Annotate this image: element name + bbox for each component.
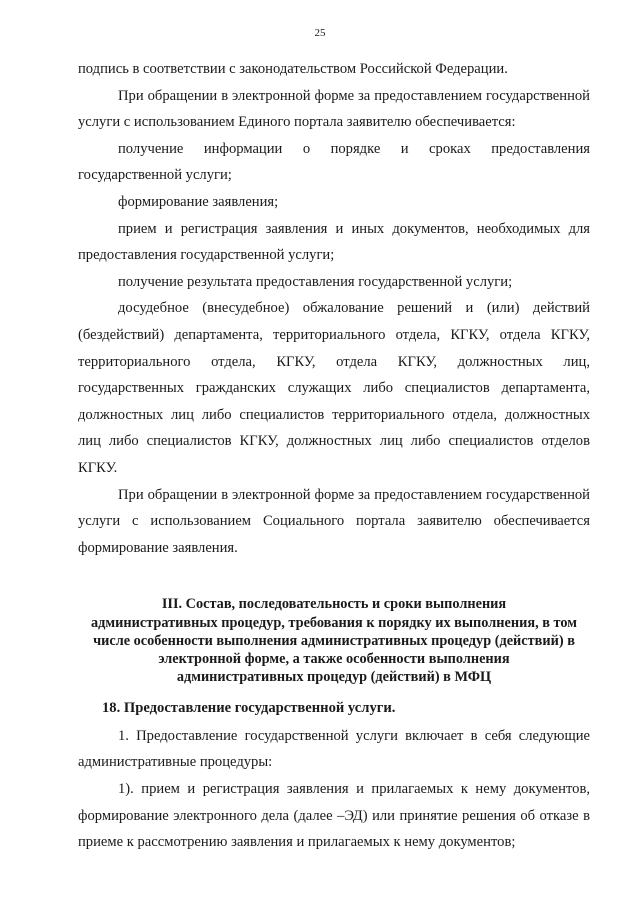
section-heading-line: III. Состав, последовательность и сроки выполнения: [161, 596, 507, 613]
paragraph-result: получение результата предоставления государственной услуги;: [118, 273, 513, 290]
paragraph-procedures: 1. Предоставление государственной услуги включает в себя следующие административные процедуры:: [78, 727, 590, 771]
page-number: 25: [314, 27, 326, 39]
paragraph-info: получение информации о порядке и сроках предоставления государственной услуги;: [78, 140, 590, 184]
paragraph-procedure-1: 1). прием и регистрация заявления и прилагаемых к нему документов, формирование электронного дела (далее –ЭД) или принятие решения об отказе в приеме к рассмотрению заявления и прилагаемых к нему документов;: [78, 780, 590, 851]
paragraph-appeal: досудебное (внесудебное) обжалование решений и (или) действий (бездействий) департамента, территориального отдела, КГКУ, отдела КГКУ, территориального отдела, КГКУ, отдела КГКУ, должностных лиц, государственных гражданских служащих либо специалистов департамента, должностных лиц либо специалистов территориального отдела, должностных лиц либо специалистов КГКУ, должностных лиц либо специалистов отделов КГКУ.: [78, 300, 590, 476]
section-heading-line: числе особенности выполнения административных процедур (действий) в: [93, 632, 575, 649]
section-heading-line: электронной форме, а также особенности выполнения: [158, 651, 510, 668]
section-heading-line: административных процедур (действий) в МФЦ: [176, 669, 492, 686]
section-heading: [78, 595, 590, 686]
subsection-heading: 18. Предоставление государственной услуги.: [102, 699, 396, 716]
section-heading-line: административных процедур, требования к порядку их выполнения, в том: [91, 614, 577, 631]
paragraph-form-application: формирование заявления;: [118, 193, 279, 210]
paragraph-signature: подпись в соответствии с законодательством Российской Федерации.: [78, 61, 508, 77]
document-body: [78, 56, 590, 856]
paragraph-social-portal: При обращении в электронной форме за предоставлением государственной услуги с использованием Социального портала заявителю обеспечивается формирование заявления.: [78, 486, 590, 556]
paragraph-unified-portal: При обращении в электронной форме за предоставлением государственной услуги с использованием Единого портала заявителю обеспечивается:: [78, 87, 590, 131]
paragraph-reception: прием и регистрация заявления и иных документов, необходимых для предоставления государственной услуги;: [78, 220, 590, 264]
